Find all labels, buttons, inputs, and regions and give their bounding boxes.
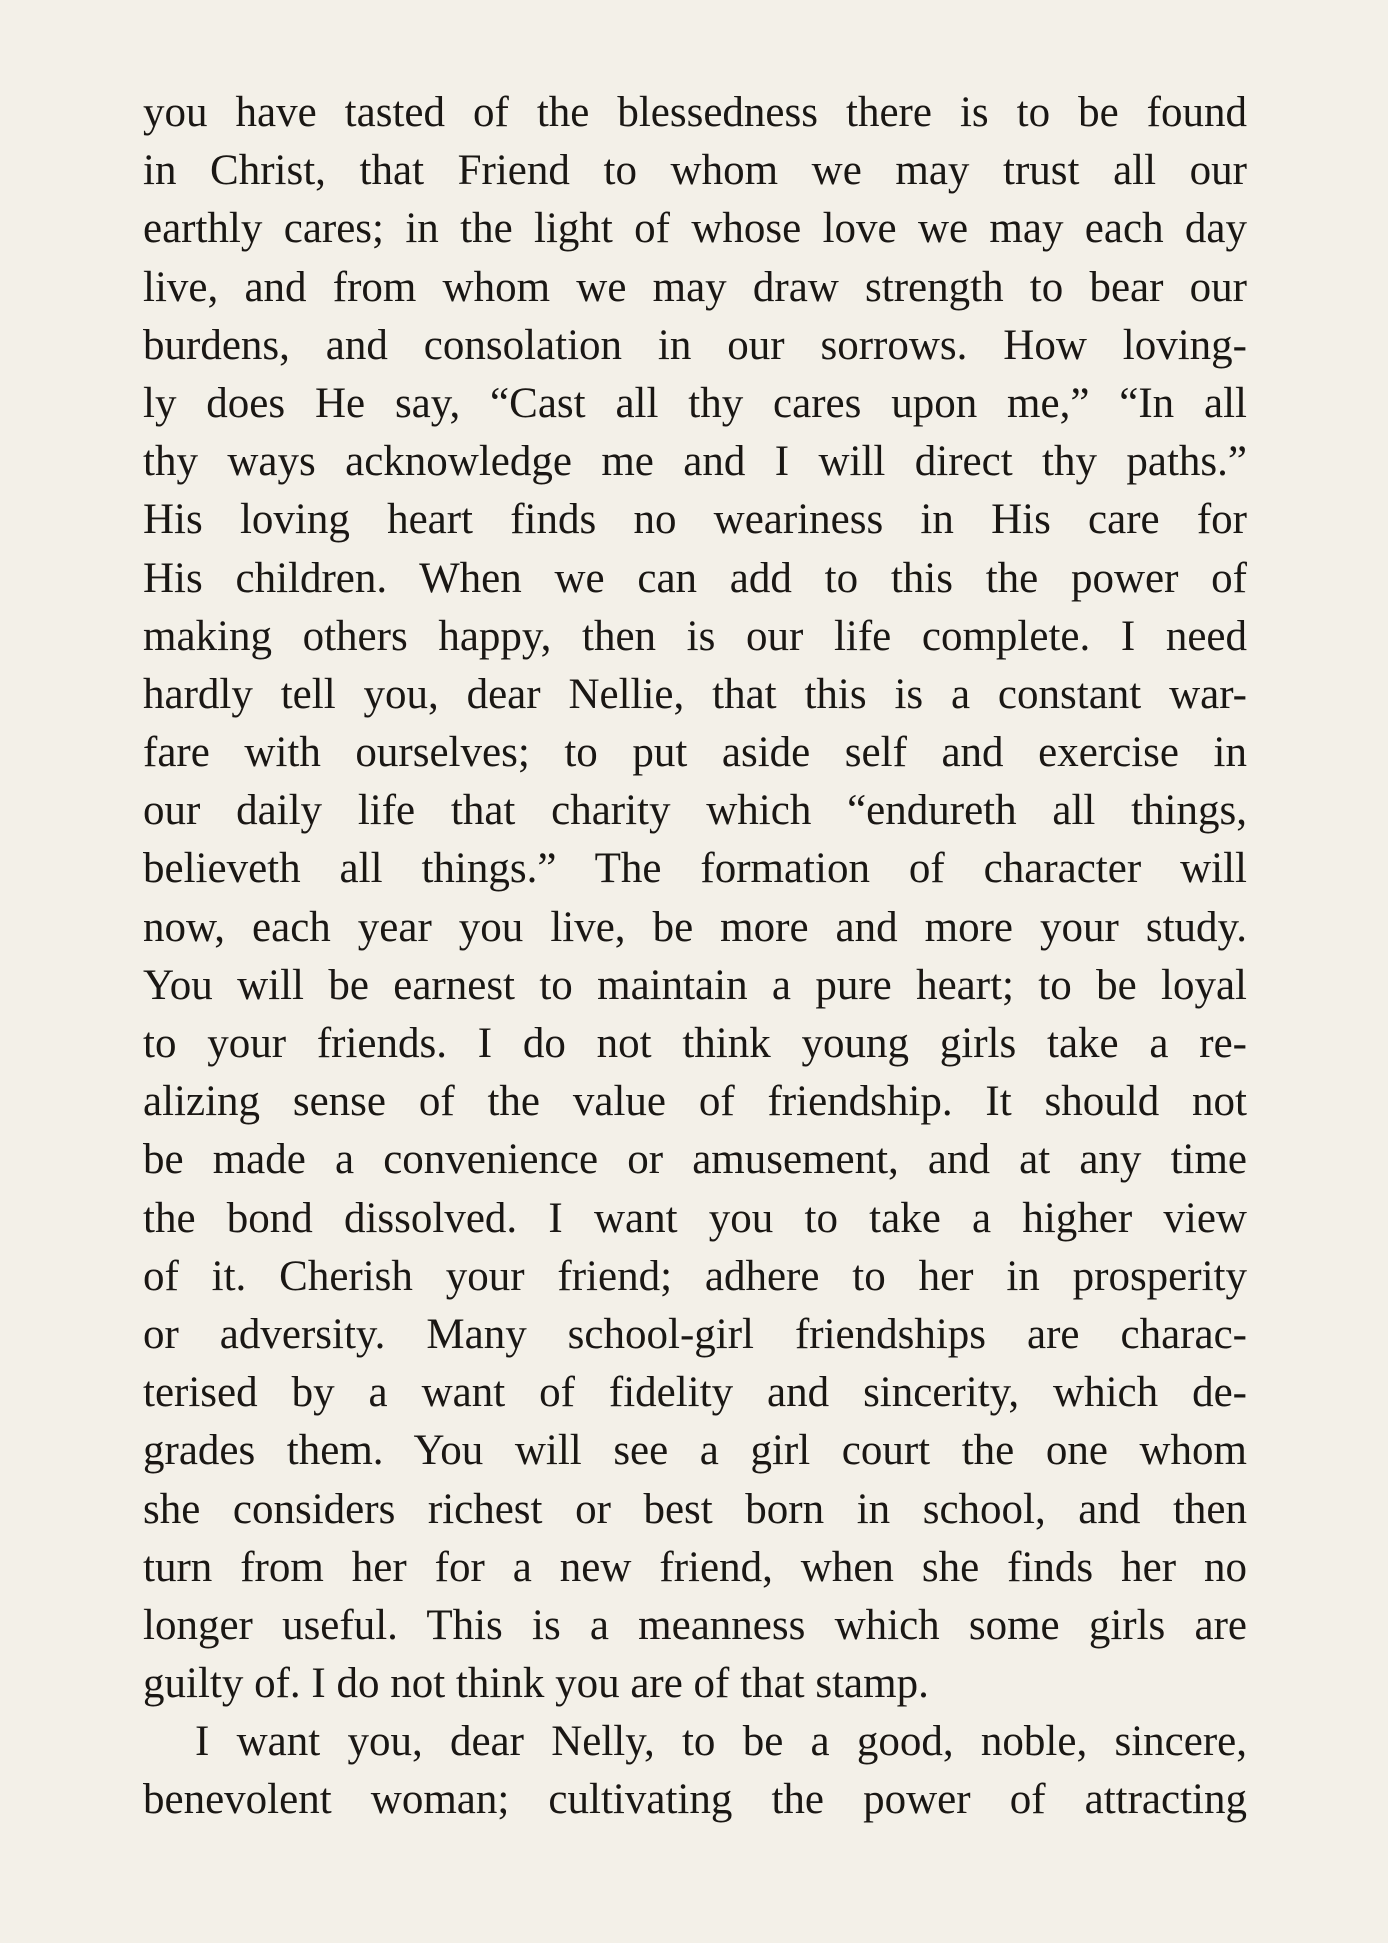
text-line: she considers richest or best born in school, and then <box>143 1485 1247 1533</box>
text-line: turn from her for a new friend, when she finds her no <box>143 1543 1247 1591</box>
text-line: in Christ, that Friend to whom we may trust all our <box>143 147 1247 195</box>
text-line: ly does He say, “Cast all thy cares upon me,” “In all <box>143 379 1247 427</box>
text-line: thy ways acknowledge me and I will direct thy paths.” <box>143 438 1247 486</box>
paragraph-1 <box>143 84 1247 1713</box>
text-line: alizing sense of the value of friendship. It should not <box>143 1078 1247 1126</box>
text-line: guilty of. I do not think you are of that stamp. <box>143 1660 929 1708</box>
text-line: of it. Cherish your friend; adhere to her in prosperity <box>143 1252 1247 1300</box>
text-line: burdens, and consolation in our sorrows. How loving- <box>143 321 1247 369</box>
text-line: making others happy, then is our life complete. I need <box>143 612 1247 660</box>
text-line: You will be earnest to maintain a pure heart; to be loyal <box>143 961 1247 1009</box>
text-line: now, each year you live, be more and more your study. <box>143 903 1247 951</box>
text-line: you have tasted of the blessedness there is to be found <box>143 89 1247 136</box>
text-line: earthly cares; in the light of whose love we may each day <box>143 205 1247 253</box>
text-line: grades them. You will see a girl court the one whom <box>143 1427 1247 1475</box>
text-line: the bond dissolved. I want you to take a higher view <box>143 1194 1247 1242</box>
text-line: hardly tell you, dear Nellie, that this is a constant war- <box>143 670 1247 718</box>
text-line: to your friends. I do not think young girls take a re- <box>143 1020 1247 1067</box>
text-line: I want you, dear Nelly, to be a good, noble, sincere, <box>195 1718 1247 1766</box>
text-line: be made a convenience or amusement, and at any time <box>143 1136 1247 1184</box>
paragraph-2 <box>143 1713 1247 1829</box>
text-line: fare with ourselves; to put aside self and exercise in <box>143 729 1247 777</box>
text-line: His loving heart finds no weariness in His care for <box>143 496 1247 544</box>
text-line: His children. When we can add to this the power of <box>143 554 1247 602</box>
text-line: terised by a want of fidelity and sincerity, which de- <box>143 1369 1247 1417</box>
text-line: or adversity. Many school-girl friendships are charac- <box>143 1310 1247 1358</box>
body-text <box>143 84 1247 1830</box>
text-line: believeth all things.” The formation of character will <box>143 845 1247 893</box>
text-line: our daily life that charity which “endureth all things, <box>143 787 1247 835</box>
text-line: benevolent woman; cultivating the power of attracting <box>143 1776 1247 1824</box>
text-line: longer useful. This is a meanness which some girls are <box>143 1601 1247 1649</box>
text-line: live, and from whom we may draw strength to bear our <box>143 263 1247 311</box>
